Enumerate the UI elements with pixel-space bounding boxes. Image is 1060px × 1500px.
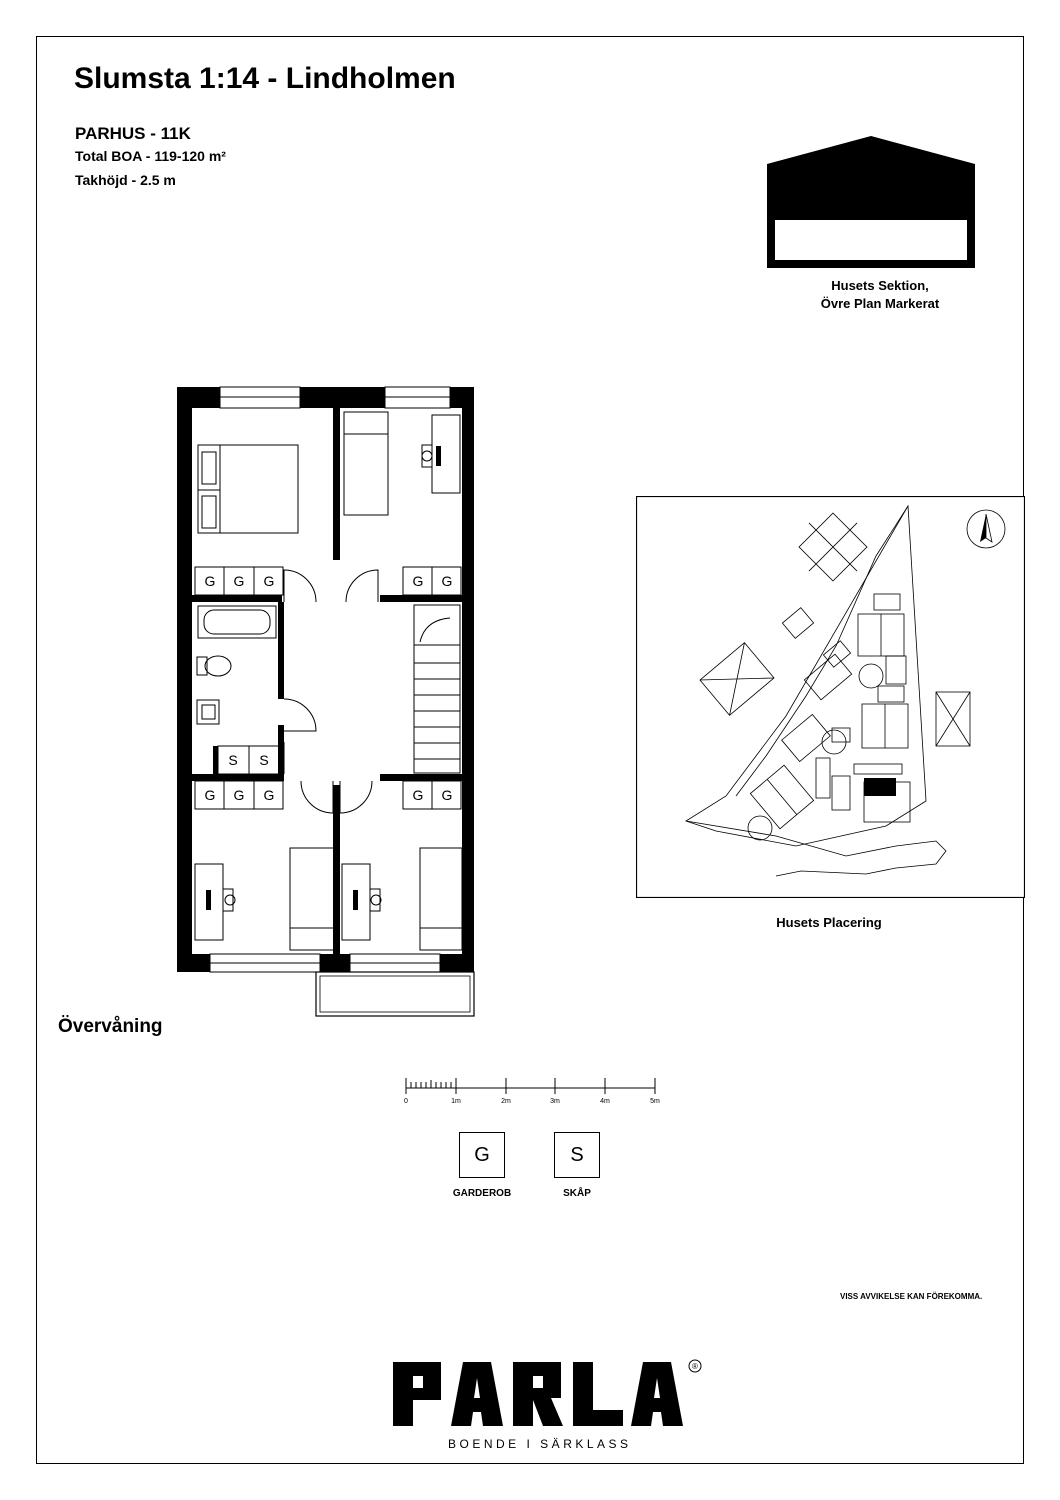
registered-mark: ® [692,1362,698,1371]
scale-label: 5m [650,1098,660,1105]
section-caption-line1: Husets Sektion, [831,278,929,293]
wardrobe-mark: G [233,573,245,589]
site-placement-map [636,496,1025,898]
wardrobe-mark: G [441,787,453,803]
wardrobe-mark: G [441,573,453,589]
section-caption-line2: Övre Plan Markerat [820,296,940,311]
cabinet-mark: S [259,752,269,768]
wardrobe-mark: G [412,787,424,803]
brand-tagline: BOENDE I SÄRKLASS [448,1437,632,1451]
scale-bar [398,1072,668,1106]
cabinet-mark: S [228,752,238,768]
wardrobe-mark: G [412,573,424,589]
legend-cabinet-label: SKÅP [563,1188,591,1199]
wardrobe-mark: G [204,573,216,589]
house-type: PARHUS - 11K [75,124,191,143]
wardrobe-mark: G [233,787,245,803]
placement-caption: Husets Placering [776,915,882,930]
legend-wardrobe-symbol: G [459,1132,505,1178]
house-section-diagram [760,130,982,275]
parla-logo [393,1358,703,1428]
floor-label: Övervåning [58,1016,163,1037]
scale-label: 0 [404,1098,408,1105]
legend-cabinet-symbol: S [554,1132,600,1178]
lower-floor [775,220,967,260]
total-area: Total BOA - 119-120 m² [75,148,226,164]
scale-label: 1m [451,1098,461,1105]
ceiling-height: Takhöjd - 2.5 m [75,172,176,188]
scale-label: 3m [550,1098,560,1105]
scale-label: 2m [501,1098,511,1105]
legend-wardrobe-label: GARDEROB [452,1188,512,1199]
disclaimer: VISS AVVIKELSE KAN FÖREKOMMA. [840,1292,983,1301]
wardrobe-mark: G [263,573,275,589]
scale-label: 4m [600,1098,610,1105]
wardrobe-mark: G [263,787,275,803]
page-title: Slumsta 1:14 - Lindholmen [74,62,456,95]
upper-floor-marked [775,168,967,214]
wardrobe-mark: G [204,787,216,803]
floor-plan [170,380,480,1025]
section-caption [780,277,980,313]
